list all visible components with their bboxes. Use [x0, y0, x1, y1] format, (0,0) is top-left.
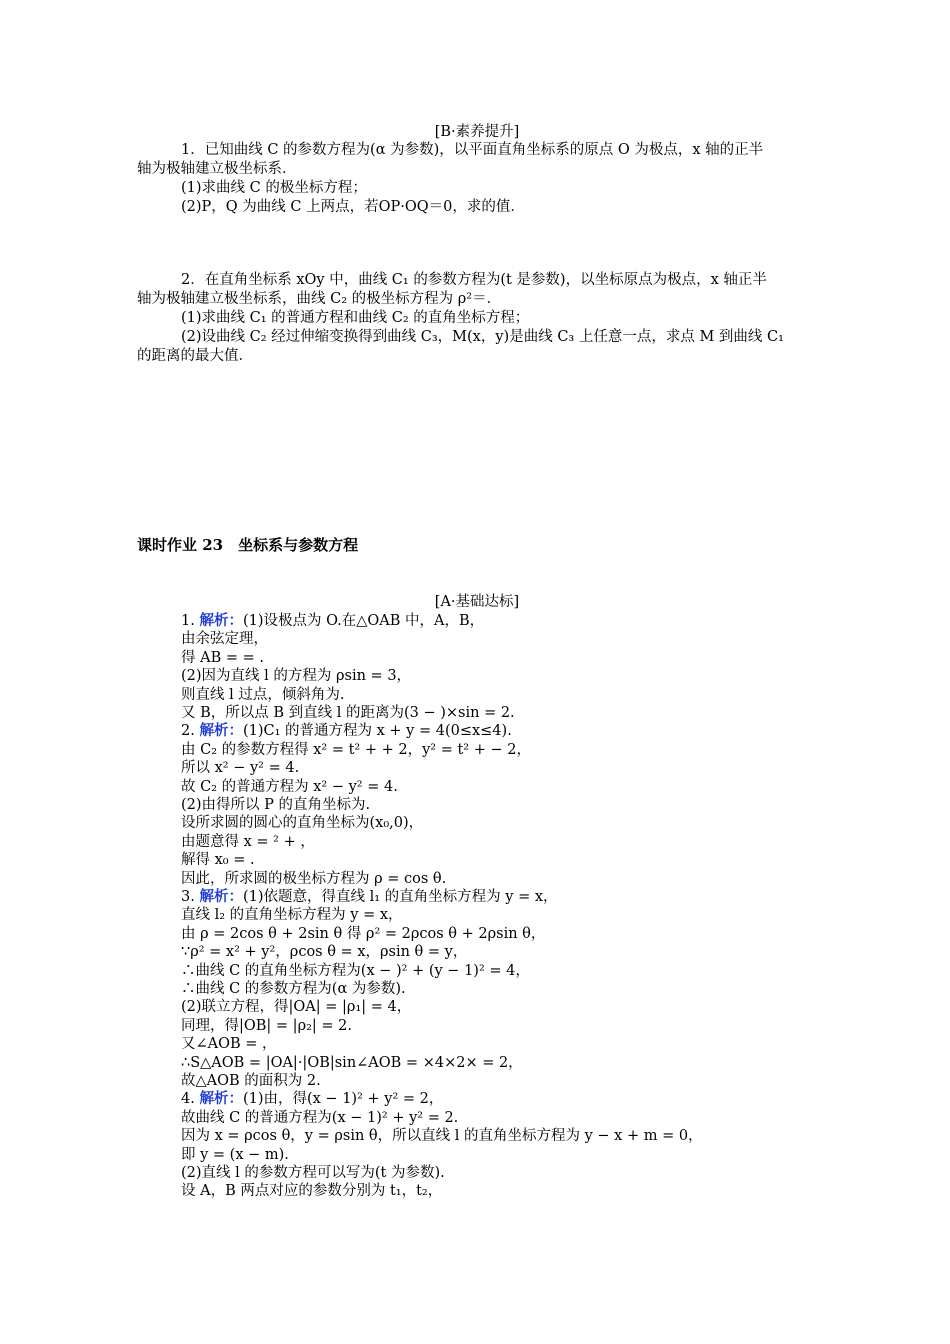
answer-line: [181, 1090, 443, 1108]
answer-text: 所以 x² − y² = 4.: [181, 760, 300, 777]
answer-number: 1.: [181, 613, 200, 629]
b-section-header: [B·素养提升]: [434, 124, 520, 140]
answer-text: 故 C₂ 的普通方程为 x² − y² = 4.: [181, 778, 398, 795]
answer-text: 由 ρ = 2cos θ + 2sin θ 得 ρ² = 2ρcos θ + 2ρsin θ，: [181, 925, 546, 942]
answer-number: 4.: [181, 1091, 200, 1108]
answer-line: [181, 704, 515, 722]
analysis-label: 解析：: [199, 722, 243, 740]
answer-text: 解得 x₀ = .: [181, 852, 255, 869]
answer-line: [181, 612, 484, 630]
answer-text: 由余弦定理，: [181, 631, 268, 648]
b-problem-2-part-1: (1)求曲线 C₁ 的普通方程和曲线 C₂ 的直角坐标方程；: [181, 310, 530, 326]
answer-line: [181, 943, 467, 961]
answer-text: 又∠AOB = ，: [181, 1036, 277, 1053]
answer-text: ∴S△AOB = |OA|·|OB|sin∠AOB = ×4×2× = 2，: [181, 1054, 523, 1071]
answer-text: (1)C₁ 的普通方程为 x + y = 4(0≤x≤4).: [242, 723, 512, 740]
answer-line: [181, 870, 446, 888]
answer-text: (2)由得所以 P 的直角坐标为.: [181, 797, 371, 813]
answer-line: [181, 649, 264, 667]
b-problem-1-line-2: 轴为极轴建立极坐标系．: [137, 161, 297, 177]
b-problem-2-line-1: 2．在直角坐标系 xOy 中，曲线 C₁ 的参数方程为(t 是参数)，以坐标原点为极点，x 轴正半: [181, 272, 767, 288]
answer-line: [181, 1146, 289, 1164]
answer-text: (1)设极点为 O.在△OAB 中，A，B，: [242, 613, 485, 629]
answer-text: ∴曲线 C 的直角坐标方程为(x − )² + (y − 1)² = 4，: [181, 962, 530, 979]
answer-line: [181, 741, 531, 759]
analysis-label: 解析：: [199, 1090, 243, 1108]
answer-line: [181, 778, 398, 796]
answer-line: [181, 1109, 458, 1127]
answer-text: 故△AOB 的面积为 2.: [181, 1073, 321, 1089]
answer-line: [181, 1035, 277, 1053]
answer-line: [181, 759, 299, 777]
answer-text: 因此，所求圆的极坐标方程为 ρ = cos θ.: [181, 870, 447, 887]
answer-text: ∴曲线 C 的参数方程为(α 为参数).: [181, 981, 406, 997]
analysis-label: 解析：: [199, 888, 243, 905]
answer-text: 设所求圆的圆心的直角坐标为(x₀,0)，: [181, 815, 424, 832]
b-problem-1-part-1: (1)求曲线 C 的极坐标方程；: [181, 180, 367, 196]
b-problem-2-line-5: 的距离的最大值．: [137, 348, 253, 364]
answer-text: (2)联立方程，得|OA| = |ρ₁| = 4，: [181, 999, 412, 1016]
answer-text: (1)由，得(x − 1)² + y² = 2，: [242, 1091, 444, 1108]
b-problem-1-line-1: 1．已知曲线 C 的参数方程为(α 为参数)，以平面直角坐标系的原点 O 为极点，x 轴的正半: [181, 142, 764, 158]
answer-line: [181, 1017, 352, 1035]
answer-line: [181, 833, 315, 851]
answer-text: (2)直线 l 的参数方程可以写为(t 为参数).: [181, 1165, 445, 1181]
b-problem-1-part-2: (2)P，Q 为曲线 C 上两点，若OP·OQ＝0，求的值．: [181, 199, 525, 215]
answer-line: [181, 1182, 442, 1200]
a-section-header: [A·基础达标]: [434, 594, 520, 610]
answer-line: [181, 888, 558, 906]
answer-text: 设 A，B 两点对应的参数分别为 t₁，t₂，: [181, 1183, 443, 1200]
answer-text: 得 AB = = .: [181, 649, 264, 666]
answer-line: [181, 1054, 523, 1072]
answer-text: 直线 l₂ 的直角坐标方程为 y = x，: [181, 907, 403, 924]
b-problem-2-part-2: (2)设曲线 C₂ 经过伸缩变换得到曲线 C₃，M(x，y)是曲线 C₃ 上任意一点，求点 M 到曲线 C₁: [181, 329, 784, 345]
answer-text: (2)因为直线 l 的方程为 ρsin = 3，: [181, 668, 412, 685]
answer-number: 2.: [181, 723, 200, 740]
answer-line: [181, 906, 403, 924]
b-problem-2-line-2: 轴为极轴建立极坐标系，曲线 C₂ 的极坐标方程为 ρ²＝．: [137, 291, 502, 307]
answer-text: 又 B，所以点 B 到直线 l 的距离为(3 − )×sin = 2.: [181, 705, 515, 721]
answer-line: [181, 1072, 321, 1090]
answer-number: 3.: [181, 889, 200, 905]
section-title: 课时作业 23 坐标系与参数方程: [137, 536, 359, 554]
answer-line: [181, 814, 423, 832]
answer-text: 同理，得|OB| = |ρ₂| = 2.: [181, 1017, 352, 1034]
answer-line: [181, 962, 530, 980]
answer-line: [181, 998, 411, 1016]
answer-text: 即 y = (x − m).: [181, 1146, 289, 1163]
answer-text: 由题意得 x = ² + ，: [181, 833, 315, 850]
answer-text: 因为 x = ρcos θ，y = ρsin θ，所以直线 l 的直角坐标方程为 y − x + m = 0，: [181, 1128, 703, 1145]
answer-text: 故曲线 C 的普通方程为(x − 1)² + y² = 2.: [181, 1109, 459, 1126]
answer-line: [181, 1164, 445, 1182]
analysis-label: 解析：: [199, 612, 243, 629]
answer-text: 则直线 l 过点，倾斜角为.: [181, 686, 345, 703]
answer-line: [181, 796, 370, 814]
answer-line: [181, 1127, 703, 1145]
answer-text: 由 C₂ 的参数方程得 x² = t² + + 2，y² = t² + − 2，: [181, 741, 531, 758]
answer-line: [181, 667, 411, 685]
answer-line: [181, 925, 545, 943]
answer-line: [181, 980, 406, 998]
answer-line: [181, 630, 268, 648]
answer-text: ∵ρ² = x² + y²，ρcos θ = x，ρsin θ = y，: [181, 944, 468, 961]
answer-line: [181, 686, 344, 704]
answer-text: (1)依题意，得直线 l₁ 的直角坐标方程为 y = x，: [242, 889, 558, 905]
answer-line: [181, 722, 512, 740]
answer-line: [181, 851, 255, 869]
